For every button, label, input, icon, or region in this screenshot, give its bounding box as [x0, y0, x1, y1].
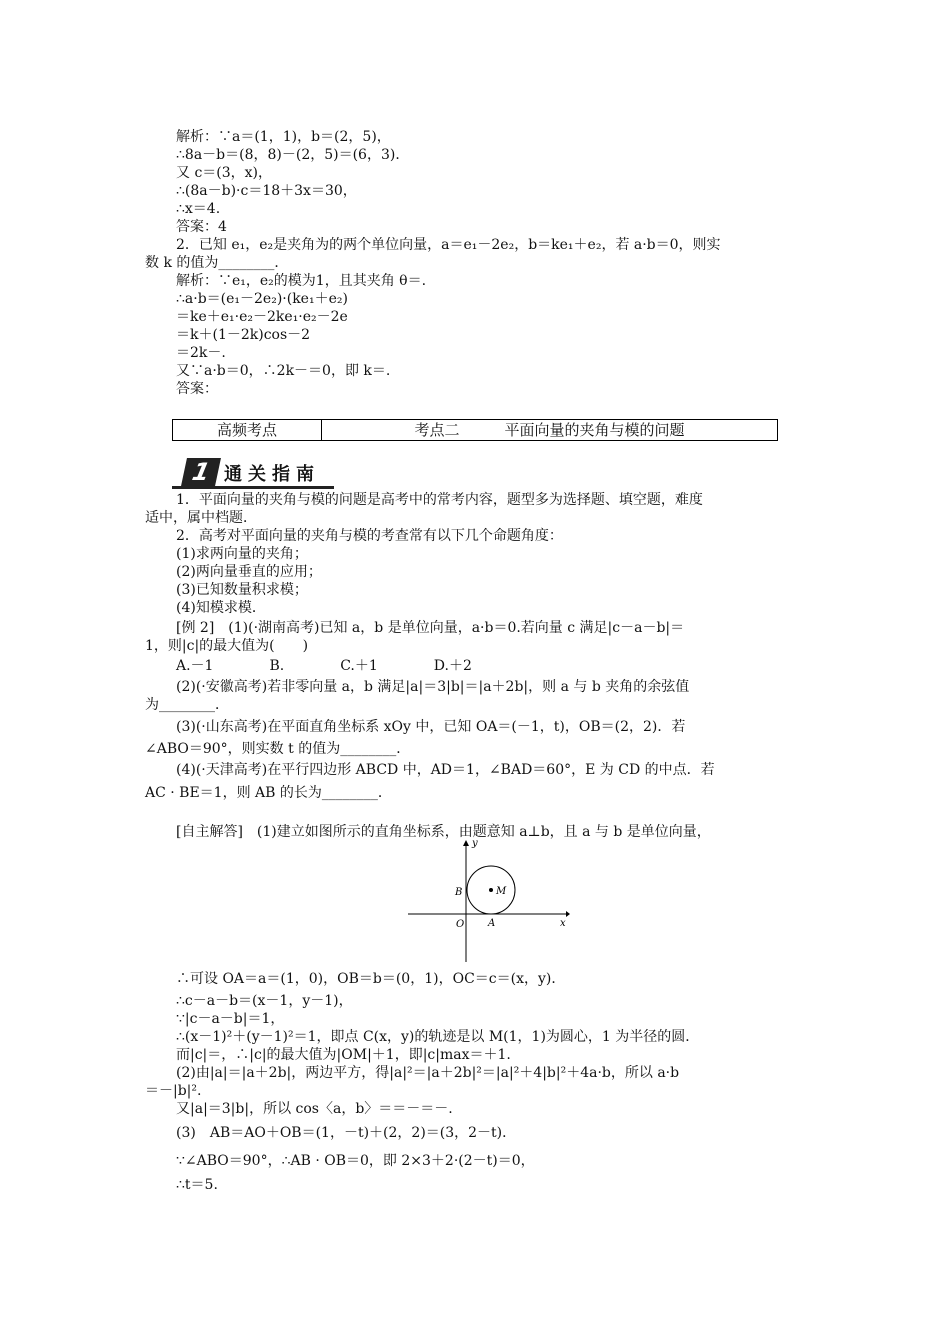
text-line: 1．平面向量的夹角与模的问题是高考中的常考内容，题型多为选择题、填空题，难度 [176, 492, 703, 508]
text-line: (3)(·山东高考)在平面直角坐标系 xOy 中，已知 OA＝(－1，t)，OB＝(2，2)．若 [176, 719, 686, 735]
text-line: ＝k＋(1－2k)cos－2 [176, 327, 311, 343]
text-line: ∵∠ABO＝90°，∴AB · OB＝0，即 2×3＋2·(2－t)＝0， [176, 1153, 535, 1169]
text-line: 答案： [176, 381, 218, 397]
section-banner [172, 458, 334, 488]
text-line: 1，则|c|的最大值为( ) [145, 638, 309, 654]
text-line: 又 c＝(3，x)， [176, 165, 273, 181]
text-line: (3)已知数量积求模； [176, 582, 308, 598]
text-line: 适中，属中档题． [145, 510, 257, 526]
text-line: (2)(·安徽高考)若非零向量 a，b 满足|a|＝3|b|＝|a＋2b|，则 a 与 b 夹角的余弦值 [176, 679, 690, 695]
banner-number: 1 [181, 458, 221, 486]
text-line: 又∵a·b＝0，∴2k－＝0，即 k＝. [176, 363, 391, 379]
text-line: ∠ABO＝90°，则实数 t 的值为________． [145, 741, 411, 757]
text-line: A.－1 B. C.＋1 D.＋2 [176, 658, 472, 674]
coordinate-figure [408, 838, 570, 962]
text-line: 答案：4 [176, 219, 227, 235]
point-b-label: B [455, 887, 463, 898]
text-line: ∴c－a－b＝(x－1，y－1)， [176, 993, 353, 1009]
text-line: 解析：∵a＝(1，1)，b＝(2，5)， [176, 129, 391, 145]
text-line: ∴8a－b＝(8，8)－(2，5)＝(6，3)． [176, 147, 410, 163]
text-line: ＝ke＋e₁·e₂－2ke₁·e₂－2e [176, 309, 348, 325]
text-line: (2)由|a|＝|a＋2b|，两边平方，得|a|²＝|a＋2b|²＝|a|²＋4|b|²＋4a·b，所以 a·b [176, 1065, 680, 1081]
text-line: AC · BE＝1，则 AB 的长为________． [145, 785, 392, 801]
text-line: (2)两向量垂直的应用； [176, 564, 322, 580]
topic-label: 高频考点 [173, 420, 322, 440]
origin-label: O [456, 919, 465, 930]
text-line: (4)(·天津高考)在平行四边形 ABCD 中，AD＝1，∠BAD＝60°，E 为 CD 的中点．若 [176, 762, 715, 778]
banner-title: 通关指南 [224, 464, 320, 485]
axis-x-label: x [560, 918, 566, 929]
text-line: (1)求两向量的夹角； [176, 546, 308, 562]
text-line: ∴可设 OA＝a＝(1，0)，OB＝b＝(0，1)，OC＝c＝(x，y)． [176, 971, 566, 987]
text-line: 2．高考对平面向量的夹角与模的考查常有以下几个命题角度： [176, 528, 563, 544]
text-line: 2．已知 e₁，e₂是夹角为的两个单位向量，a＝e₁－2e₂，b＝ke₁＋e₂，若 a·b＝0，则实 [176, 237, 721, 253]
text-line: ＝－|b|². [145, 1083, 202, 1099]
text-line: 数 k 的值为________． [145, 255, 289, 271]
text-line: ＝2k－. [176, 345, 226, 361]
text-line: (3) AB＝AO＋OB＝(1，－t)＋(2，2)＝(3，2－t)． [176, 1125, 517, 1141]
text-line: ∴x＝4. [176, 201, 221, 217]
text-line: [自主解答] (1)建立如图所示的直角坐标系，由题意知 a⊥b，且 a 与 b 是单位向量， [176, 824, 711, 840]
point-m-label: M [496, 886, 507, 897]
text-line: ∴(x－1)²＋(y－1)²＝1，即点 C(x，y)的轨迹是以 M(1，1)为圆心，1 为半径的圆． [176, 1029, 700, 1045]
text-line: [例 2] (1)(·湖南高考)已知 a，b 是单位向量，a·b＝0.若向量 c 满足|c－a－b|＝ [176, 620, 685, 636]
topic-table [172, 419, 778, 441]
text-line: (4)知模求模． [176, 600, 266, 616]
text-line: 而|c|＝，∴|c|的最大值为|OM|＋1，即|c|max＝＋1. [176, 1047, 511, 1063]
text-line: 为________． [145, 697, 229, 713]
point-a-label: A [488, 918, 496, 929]
topic-title: 考点二 平面向量的夹角与模的问题 [414, 421, 685, 439]
text-line: 又|a|＝3|b|，所以 cos〈a，b〉＝＝－＝－. [176, 1101, 453, 1117]
text-line: ∴a·b＝(e₁－2e₂)·(ke₁＋e₂) [176, 291, 348, 307]
text-line: ∴t＝5. [176, 1177, 218, 1193]
text-line: 解析：∵e₁，e₂的模为1，且其夹角 θ＝. [176, 273, 427, 289]
text-line: ∵|c－a－b|＝1， [176, 1011, 285, 1027]
text-line: ∴(8a－b)·c＝18＋3x＝30， [176, 183, 357, 199]
axis-y-label: y [472, 838, 478, 849]
banner-rule [172, 486, 334, 489]
